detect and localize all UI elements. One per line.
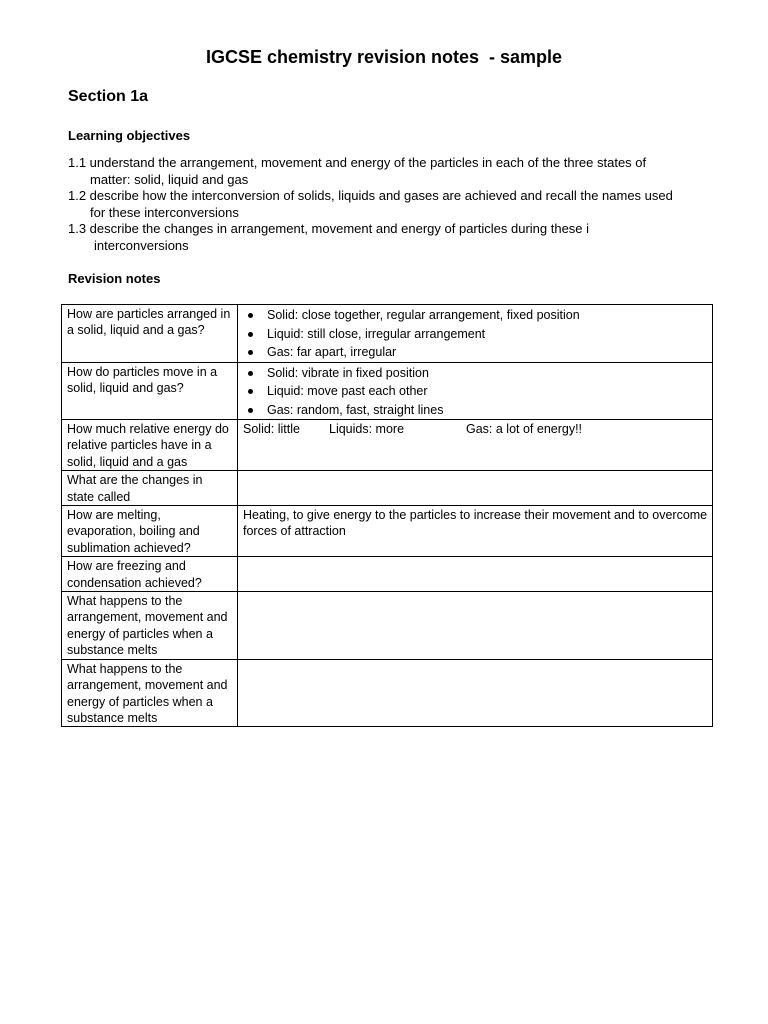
revision-notes-table <box>61 304 713 727</box>
answer-cell <box>238 305 713 363</box>
table-row <box>62 506 713 557</box>
revision-notes-heading: Revision notes <box>68 271 161 286</box>
question-cell: How are melting, evaporation, boiling and sublimation achieved? <box>62 506 238 557</box>
answer-cell <box>238 420 713 471</box>
answer-cell: Heating, to give energy to the particles to increase their movement and to overcome forces of attraction <box>238 506 713 557</box>
question-cell: What happens to the arrangement, movement and energy of particles when a substance melts <box>62 659 238 727</box>
answer-bullets <box>243 364 708 420</box>
table-row <box>62 659 713 727</box>
objectives-list <box>68 155 718 254</box>
question-cell: How much relative energy do relative particles have in a solid, liquid and a gas <box>62 420 238 471</box>
objective-line-continued: matter: solid, liquid and gas <box>90 171 249 187</box>
objective-item <box>68 188 718 221</box>
answer-cell <box>238 659 713 727</box>
question-cell: How are freezing and condensation achieved? <box>62 557 238 592</box>
question-cell: How are particles arranged in a solid, liquid and a gas? <box>62 305 238 363</box>
answer-cell <box>238 592 713 660</box>
energy-liquid: Liquids: more <box>329 422 405 436</box>
table-row <box>62 592 713 660</box>
table-row <box>62 362 713 420</box>
objective-line-continued: for these interconversions <box>90 204 239 220</box>
question-cell: How do particles move in a solid, liquid and gas? <box>62 362 238 420</box>
energy-gas: Gas: a lot of energy!! <box>466 422 583 436</box>
energy-solid: Solid: little <box>243 422 300 436</box>
bullet-item: Gas: random, fast, straight lines <box>245 401 708 420</box>
learning-objectives-heading: Learning objectives <box>68 128 191 143</box>
answer-cell <box>238 471 713 506</box>
answer-bullets <box>243 306 708 362</box>
question-cell: What are the changes in state called <box>62 471 238 506</box>
section-heading: Section 1a <box>68 88 149 105</box>
objective-line-continued: interconversions <box>94 237 189 253</box>
table-row <box>62 471 713 506</box>
objective-item <box>68 155 718 188</box>
objective-line: 1.2 describe how the interconversion of solids, liquids and gases are achieved and recall the names used <box>68 188 673 203</box>
objective-line: 1.3 describe the changes in arrangement, movement and energy of particles during these i <box>68 221 590 236</box>
table-row <box>62 557 713 592</box>
objective-item <box>68 221 718 254</box>
bullet-item: Liquid: still close, irregular arrangement <box>245 325 708 344</box>
table-row <box>62 420 713 471</box>
answer-cell <box>238 362 713 420</box>
bullet-item: Liquid: move past each other <box>245 382 708 401</box>
bullet-item: Gas: far apart, irregular <box>245 343 708 362</box>
question-cell: What happens to the arrangement, movement and energy of particles when a substance melts <box>62 592 238 660</box>
objective-line: 1.1 understand the arrangement, movement and energy of the particles in each of the three states of <box>68 155 647 170</box>
table-row <box>62 305 713 363</box>
bullet-item: Solid: close together, regular arrangement, fixed position <box>245 306 708 325</box>
page-title: IGCSE chemistry revision notes - sample <box>205 47 563 67</box>
bullet-item: Solid: vibrate in fixed position <box>245 364 708 383</box>
answer-cell <box>238 557 713 592</box>
